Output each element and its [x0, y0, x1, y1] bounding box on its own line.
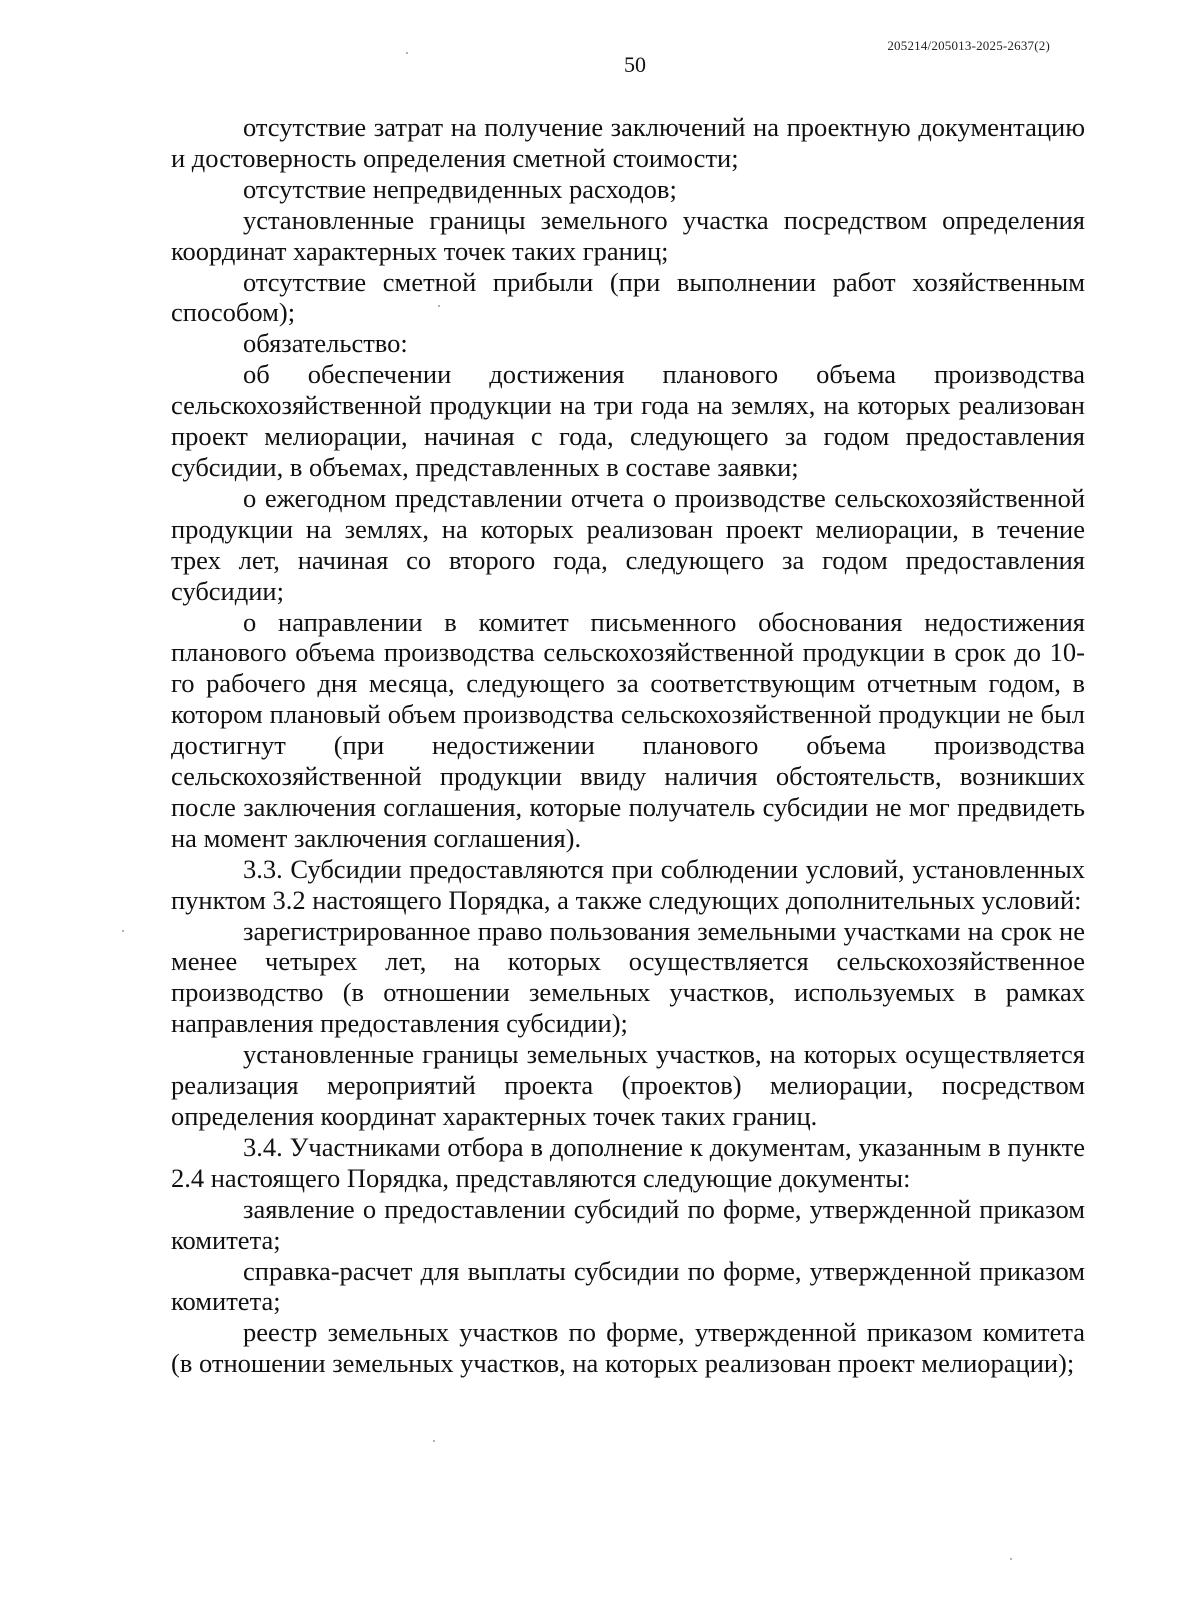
- paragraph: заявление о предоставлении субсидий по форме, утвержденной приказом комитета;: [171, 1193, 1085, 1255]
- paragraph: обязательство:: [243, 328, 408, 359]
- paragraph: зарегистрированное право пользования земельными участками на срок не менее четырех лет, на которых осуществляется сельскохозяйственное производство (в отношении земельных участков, используемых в рамках направления предоставления субсидии);: [171, 915, 1085, 1039]
- paragraph: отсутствие затрат на получение заключений на проектную документацию и достоверность определения сметной стоимости;: [171, 112, 1085, 173]
- paragraph: отсутствие сметной прибыли (при выполнении работ хозяйственным способом);: [171, 266, 1085, 328]
- paragraph: установленные границы земельных участков, на которых осуществляется реализация мероприятий проекта (проектов) мелиорации, посредством определения координат характерных точек таких границ.: [171, 1039, 1085, 1131]
- document-body: [171, 112, 1085, 1379]
- scan-speck: [1010, 1558, 1012, 1560]
- page-number: 50: [624, 52, 646, 77]
- paragraph: установленные границы земельного участка посредством определения координат характерных точек таких границ;: [171, 204, 1085, 266]
- paragraph: об обеспечении достижения планового объема производства сельскохозяйственной продукции на три года на землях, на которых реализован проект мелиорации, начиная с года, следующего за годом предоставления субсидии, в объемах, представленных в составе заявки;: [171, 359, 1085, 482]
- document-id: 205214/205013-2025-2637(2): [887, 38, 1050, 53]
- scan-speck: [433, 1440, 435, 1442]
- paragraph: отсутствие непредвиденных расходов;: [243, 173, 677, 204]
- scan-speck: [122, 930, 124, 932]
- scan-speck: [438, 305, 440, 307]
- paragraph: 3.4. Участниками отбора в дополнение к документам, указанным в пункте 2.4 настоящего Порядка, представляются следующие документы:: [171, 1131, 1085, 1193]
- paragraph: реестр земельных участков по форме, утвержденной приказом комитета (в отношении земельных участков, на которых реализован проект мелиорации);: [171, 1317, 1085, 1379]
- paragraph: 3.3. Субсидии предоставляются при соблюдении условий, установленных пунктом 3.2 настоящего Порядка, а также следующих дополнительных условий:: [171, 853, 1085, 915]
- paragraph: о ежегодном представлении отчета о производстве сельскохозяйственной продукции на землях, на которых реализован проект мелиорации, в течение трех лет, начиная со второго года, следующего за годом предоставления субсидии;: [171, 482, 1085, 606]
- scan-speck: [406, 52, 408, 54]
- paragraph: справка-расчет для выплаты субсидии по форме, утвержденной приказом комитета;: [171, 1255, 1085, 1317]
- paragraph: о направлении в комитет письменного обоснования недостижения планового объема производства сельскохозяйственной продукции в срок до 10-го рабочего дня месяца, следующего за соответствующим отчетным годом, в котором плановый объем производства сельскохозяйственной продукции не был достигнут (при недостижении планового объема производства сельскохозяйственной продукции ввиду наличия обстоятельств, возникших после заключения соглашения, которые получатель субсидии не мог предвидеть на момент заключения соглашения).: [171, 606, 1085, 853]
